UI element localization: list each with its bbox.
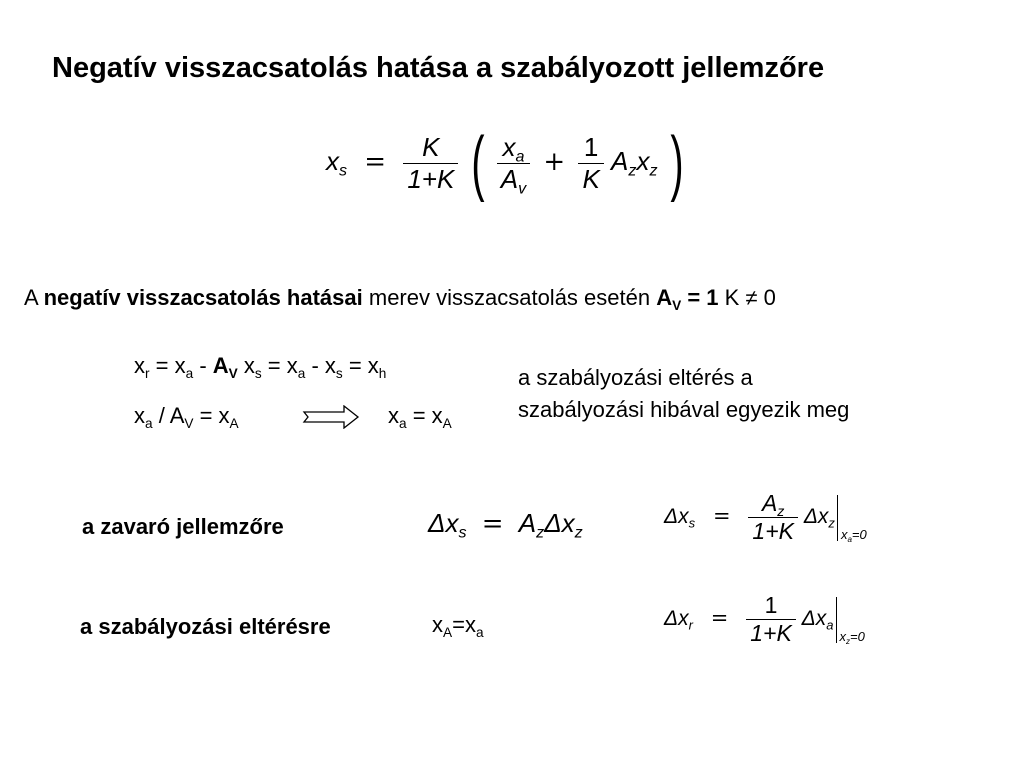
evaluation-bar bbox=[837, 495, 838, 541]
formula-lhs: $x_s$ bbox=[326, 145, 348, 180]
disturbance-label: a zavaró jellemzőre bbox=[82, 514, 284, 539]
formula-left-paren: ( bbox=[470, 123, 485, 203]
note-line-1: a szabályozási eltérés a bbox=[518, 365, 753, 390]
formula-plus: + bbox=[543, 146, 566, 177]
formula-fraction-inverse: $\frac{1}{K}$ bbox=[578, 132, 603, 195]
effect-statement: A negatív visszacsatolás hatásai merev visszacsatolás esetén $A_V = 1$ K ≠ 0 bbox=[24, 285, 776, 313]
deviation-equation: $x_r = x_a - A_V$ $x_s = x_a - x_s = x_h$ bbox=[134, 353, 387, 381]
formula-disturbance-term: $A_zx_z$ bbox=[611, 145, 658, 180]
reference-result: $x_a = x_A$ bbox=[388, 403, 452, 431]
note-line-2: szabályozási hibával egyezik meg bbox=[518, 397, 850, 422]
formula-equals: = bbox=[364, 146, 387, 177]
deviation-condition: $x_A=x_a$ bbox=[432, 612, 484, 640]
formula-fraction-gain: $\frac{K}{1+K}$ bbox=[403, 132, 458, 195]
formula-fraction-reference: $\frac{x_a}{A_v}$ bbox=[497, 132, 530, 195]
formula-right-paren: ) bbox=[670, 123, 684, 203]
deviation-label: a szabályozási eltérésre bbox=[80, 614, 331, 639]
evaluation-bar bbox=[836, 597, 837, 643]
page-title: Negatív visszacsatolás hatása a szabályozott jellemzőre bbox=[52, 52, 825, 84]
disturbance-transfer-formula: $\Delta x_s$ = $\frac{A_z}{1+K}$ $\Delta x_{zx_a=0}$ bbox=[664, 490, 867, 544]
deviation-transfer-formula: $\Delta x_r$ = $\frac{1}{1+K}$ $\Delta x_{ax_z=0}$ bbox=[664, 592, 865, 646]
implies-arrow-icon bbox=[302, 405, 360, 429]
disturbance-equation: $\Delta x_s = A_z\Delta x_z$ bbox=[428, 508, 583, 542]
reference-equation: $x_a / A_V = x_A$ bbox=[134, 403, 239, 431]
main-formula bbox=[326, 122, 689, 204]
